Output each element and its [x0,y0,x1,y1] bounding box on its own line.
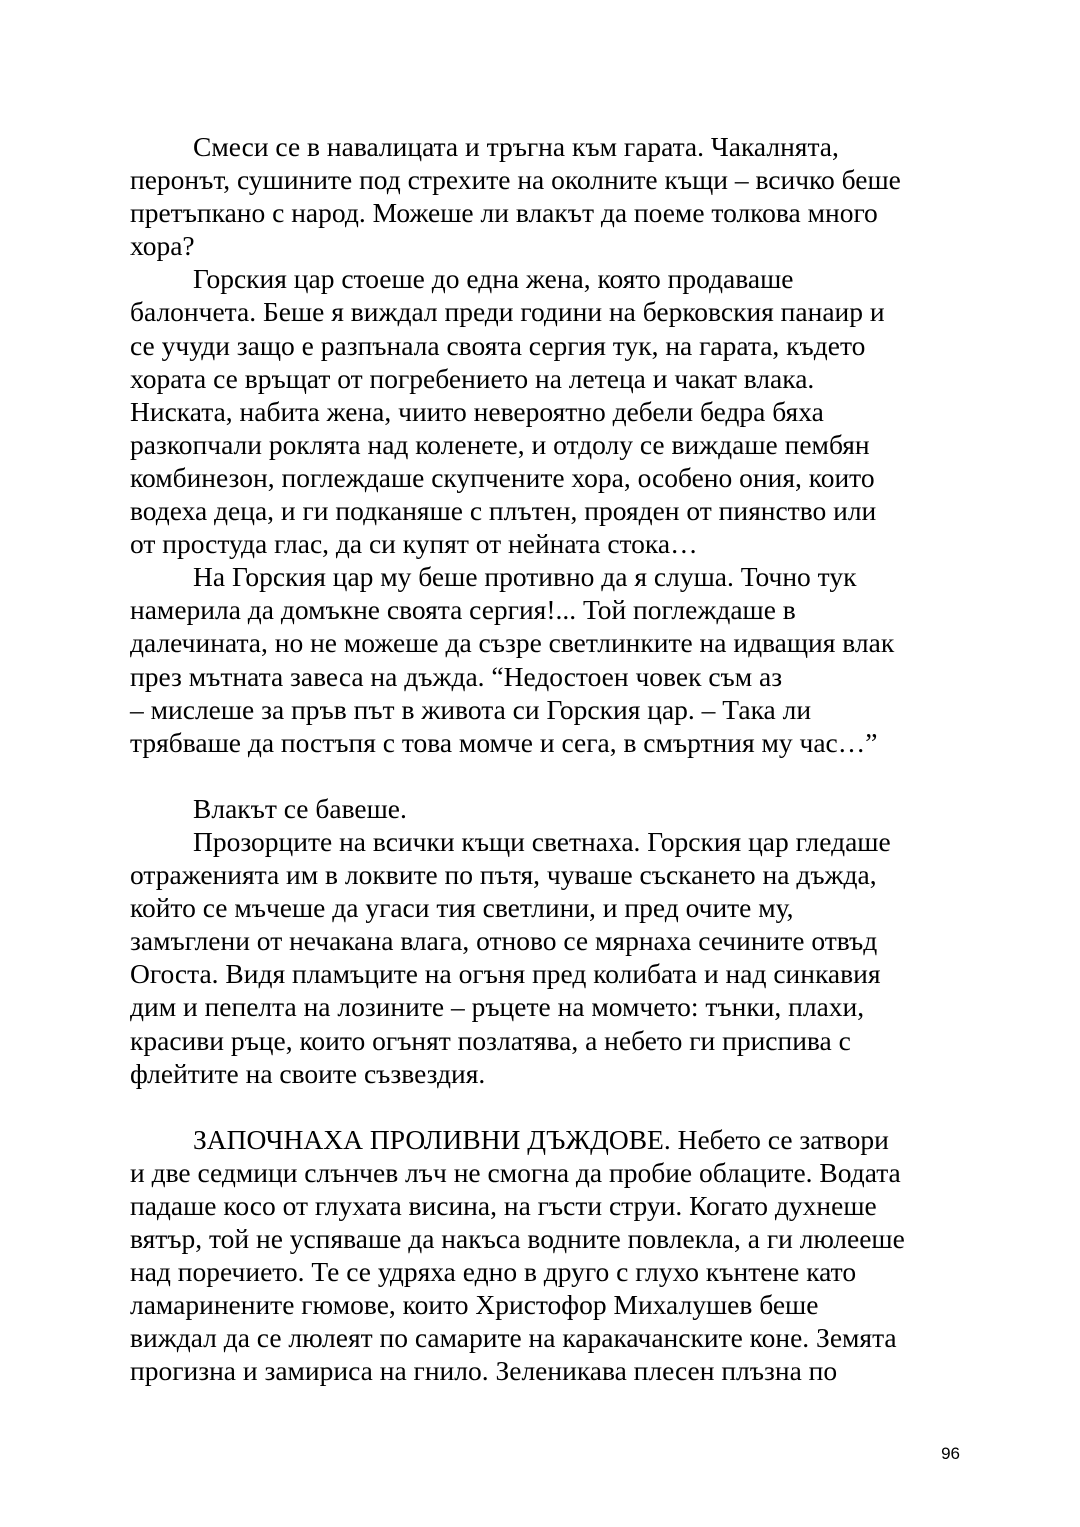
text-line: На Горския цар му беше противно да я слуша. Точно тук [193,561,857,593]
paragraph-gap [130,1090,960,1123]
text-line: флейтите на своите съзвездия. [130,1057,486,1089]
text-line: замъглени от нечакана влага, отново се мярнаха сечините отвъд [130,925,878,957]
text-line: хора? [130,230,195,262]
text-line: балончета. Беше я виждал преди години на берковския панаир и [130,296,885,328]
text-line: ламаринените гюмове, които Христофор Михалушев беше [130,1289,819,1321]
text-line: комбинезон, поглеждаше скупчените хора, особено ония, които [130,461,875,493]
text-line: Прозорците на всички къщи светнаха. Горския цар гледаше [193,825,891,857]
text-line: който се мъчеше да угаси тия светлини, и пред очите му, [130,892,794,924]
text-line: – мислеше за пръв път в живота си Горския цар. – Така ли [130,693,812,725]
text-line: над поречието. Те се удряха едно в друго с глухо кънтене като [130,1256,857,1288]
text-line: трябваше да постъпя с това момче и сега, в смъртния му час…” [130,726,878,758]
text-line: Горския цар стоеше до една жена, която продаваше [193,263,794,295]
text-line: Влакът се бавеше. [193,792,407,824]
text-line: падаше косо от глухата висина, на гъсти струи. Когато духнеше [130,1190,877,1221]
paragraph-gap [130,759,960,792]
text-line: прогизна и замириса на гнило. Зеленикава плесен плъзна по [130,1355,838,1387]
text-line: Огоста. Видя пламъците на огъня пред колибата и над синкавия [130,958,881,990]
text-line: от простуда глас, да си купят от нейната стока… [130,528,698,560]
text-line: хората се връщат от погребението на летеца и чакат влака. [130,362,815,394]
text-line: перонът, сушините под стрехите на околните къщи – всичко беше [130,164,901,196]
text-line: намерила да домъкне своята сергия!... Той поглеждаше в [130,594,796,626]
text-line: и две седмици слънчев лъч не смогна да пробие облаците. Водата [130,1156,901,1188]
text-line: Ниската, набита жена, чиито невероятно дебели бедра бяха [130,395,824,427]
text-line: ЗАПОЧНАХА ПРОЛИВНИ ДЪЖДОВЕ. Небето се затвори [193,1123,889,1155]
text-line: далечината, но не можеше да съзре светлинките на идващия влак [130,627,895,659]
text-line: вятър, той не успяваше да накъса водните повлекла, а ги люлееше [130,1223,905,1255]
text-line: разкопчали роклята над коленете, и отдолу се виждаше пембян [130,428,870,460]
text-line: Смеси се в навалицата и тръгна към гарата. Чакалнята, [193,131,839,162]
text-line: се учуди защо е разпънала своята сергия тук, на гарата, където [130,329,866,361]
page-number: 96 [941,1444,960,1463]
text-line: водеха деца, и ги подканяше с плътен, прояден от пиянство или [130,495,877,527]
text-line: красиви ръце, които огънят позлатява, а небето ги приспива с [130,1024,851,1056]
text-line: през мътната завеса на дъжда. “Недостоен човек съм аз [130,660,783,692]
text-line: дим и пепелта на лозините – ръцете на момчето: тънки, плахи, [130,991,865,1023]
text-line: виждал да се люлеят по самарите на каракачанските коне. Земята [130,1322,897,1354]
text-line: отраженията им в локвите по пътя, чуваше съскането на дъжда, [130,859,877,891]
body-text [130,130,960,1388]
text-line: претъпкано с народ. Можеше ли влакът да поеме толкова много [130,197,878,229]
